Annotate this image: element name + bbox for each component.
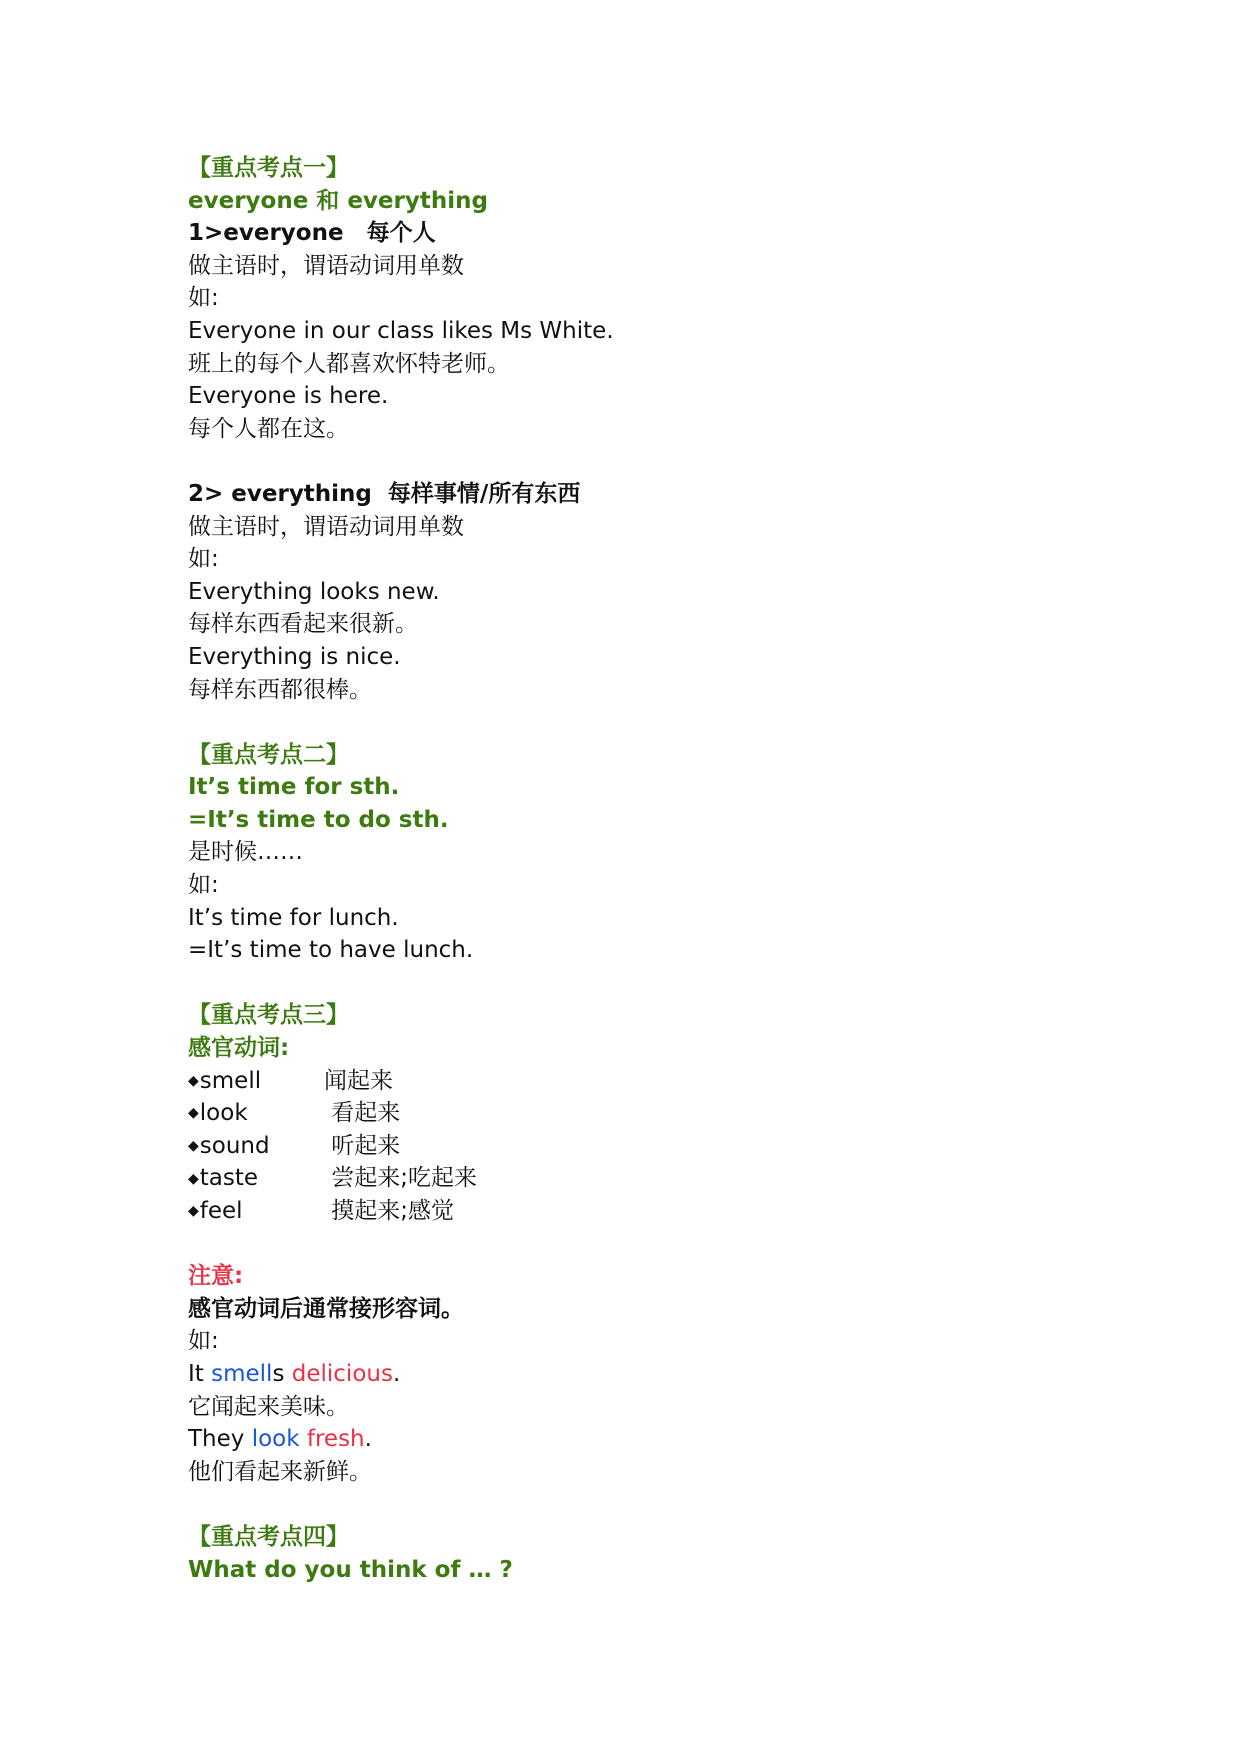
spacer [188,967,1088,1000]
diamond-bullet-icon: ◆ [188,1138,199,1155]
section1-sub2-rule: 做主语时，谓语动词用单数 [188,513,464,540]
spacer [188,1228,1088,1261]
section2-example2: =It’s time to have lunch. [188,937,474,964]
sense-verb-en: ◆look [188,1100,248,1127]
section1-sub1-example1-zh: 班上的每个人都喜欢怀特老师。 [188,350,510,377]
section1-sub2-heading: 2> everything 每样事情/所有东西 [188,480,581,507]
section3-title: 感官动词: [188,1035,290,1062]
sense-verb-item [188,1195,1088,1228]
section3-example1-en: It smells delicious. [188,1360,401,1387]
spacer [188,1488,1088,1521]
sense-verb-zh: 尝起来;吃起来 [324,1165,478,1192]
sense-verb-en: ◆feel [188,1198,243,1224]
section1-sub1-example2-zh: 每个人都在这。 [188,415,349,442]
section1-sub2-example1-zh: 每样东西看起来很新。 [188,611,418,638]
document-page [188,152,1088,1586]
sense-verb-en: ◆sound [188,1132,270,1159]
note-text: 感官动词后通常接形容词。 [188,1295,464,1322]
section1-sub1-heading: 1>everyone 每个人 [188,220,436,247]
section1-sub1-eg: 如: [188,285,219,312]
section3-eg: 如: [188,1328,219,1355]
sense-verb-zh: 摸起来;感觉 [324,1198,455,1224]
section1-heading: 【重点考点一】 [188,155,349,181]
note-label: 注意: [188,1263,244,1290]
sense-verb-item [188,1065,1088,1098]
section1-sub1-example1-en: Everyone in our class likes Ms White. [188,317,614,344]
section3-example2-zh: 他们看起来新鲜。 [188,1458,372,1485]
adjective-highlight: fresh [306,1426,365,1453]
section1-sub2-eg: 如: [188,546,219,573]
section4-title: What do you think of … ? [188,1556,513,1583]
sense-verb-en: ◆taste [188,1165,259,1192]
section1-title: everyone 和 everything [188,187,488,214]
diamond-bullet-icon: ◆ [188,1072,199,1089]
sense-verb-item [188,1130,1088,1163]
section2-heading: 【重点考点二】 [188,741,349,768]
spacer [188,445,1088,478]
section3-example2-en: They look fresh. [188,1426,372,1453]
section3-example1-zh: 它闻起来美味。 [188,1393,349,1420]
spacer [188,706,1088,739]
section1-sub1-example2-en: Everyone is here. [188,383,389,410]
section1-sub2-example2-zh: 每样东西都很棒。 [188,676,372,703]
sense-verb-en: ◆smell [188,1067,262,1094]
section4-heading: 【重点考点四】 [188,1523,349,1550]
section2-title2: =It’s time to do sth. [188,806,449,833]
sense-verb-highlight: look [251,1426,300,1453]
sense-verb-item [188,1162,1088,1195]
section3-heading: 【重点考点三】 [188,1002,349,1029]
section2-example1: It’s time for lunch. [188,904,399,931]
sense-verb-zh: 看起来 [324,1100,401,1127]
section1-sub1-rule: 做主语时，谓语动词用单数 [188,252,464,279]
sense-verb-highlight: smell [211,1360,273,1387]
sense-verb-item [188,1097,1088,1130]
section2-title1: It’s time for sth. [188,774,400,801]
adjective-highlight: delicious [291,1360,393,1387]
section2-meaning: 是时候…… [188,839,303,866]
section2-eg: 如: [188,872,219,899]
section1-sub2-example1-en: Everything looks new. [188,578,440,605]
sense-verb-zh: 听起来 [324,1132,401,1159]
sense-verb-zh: 闻起来 [324,1067,393,1094]
diamond-bullet-icon: ◆ [188,1170,199,1187]
section1-sub2-example2-en: Everything is nice. [188,643,401,670]
diamond-bullet-icon: ◆ [188,1105,199,1122]
diamond-bullet-icon: ◆ [188,1203,199,1220]
